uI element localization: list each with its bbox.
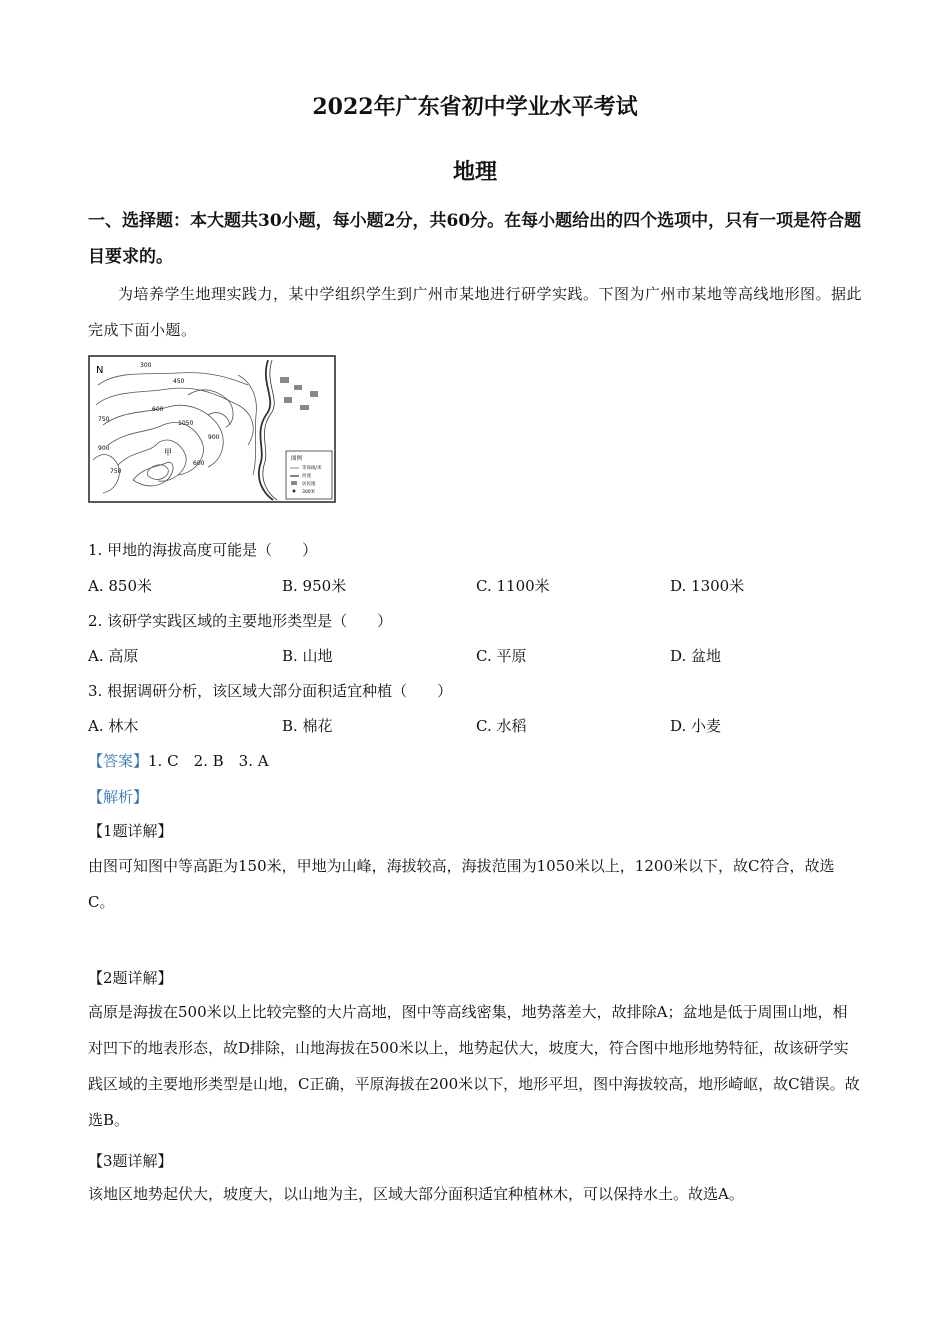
question-2-option-d: D. 盆地 [670,647,722,665]
intro-paragraph: 为培养学生地理实践力，某中学组织学生到广州市某地进行研学实践。下图为广州市某地等高线地形图。据此完成下面小题。 [88,285,863,339]
question-2-stem: 2. 该研学实践区域的主要地形类型是（ ） [88,612,393,630]
contour-map-figure [88,355,336,503]
question-2-option-c: C. 平原 [476,647,527,665]
north-arrow-label: N [96,365,104,376]
legend-title: 图例 [291,456,303,462]
legend-contour: 等高线/米 [302,466,322,471]
contour-label: 900 [208,434,220,441]
contour-label: 450 [173,378,185,385]
detail-3-title: 【3题详解】 [88,1152,173,1170]
answer-tag: 【答案】 [88,752,149,770]
question-1-option-c: C. 1100米 [476,577,550,595]
question-2-option-b: B. 山地 [282,647,333,665]
subject-title: 地理 [452,159,497,185]
contour-label: 600 [193,460,205,467]
contour-label: 900 [98,445,110,452]
answer-value: 1. C 2. B 3. A [148,752,269,770]
question-1-option-a: A. 850米 [88,577,152,595]
detail-2-title: 【2题详解】 [88,969,173,987]
contour-label: 750 [98,416,110,423]
section-heading: 一、选择题：本大题共30小题，每小题2分，共60分。在每小题给出的四个选项中，只有一项是符合题目要求的。 [88,211,862,267]
exam-title: 2022年广东省初中学业水平考试 [312,94,638,120]
legend-river: 河流 [302,474,311,479]
detail-2-text: 高原是海拔在500米以上比较完整的大片高地，图中等高线密集，地势落差大，故排除A；盆地是低于周围山地，相对凹下的地表形态，故D排除，山地海拔在500米以上，地势起伏大，坡度大，符合图中地形地势特征，故该研学实践区域的主要地形类型是山地，C正确，平原海拔在200米以下，地形平坦，图中海拔较高，地形崎岖，故C错误。故选B。 [88,1003,860,1129]
question-3-option-c: C. 水稻 [476,717,527,735]
contour-label: 750 [110,468,122,475]
legend-elevation: 300米 [302,490,316,495]
legend-settlement: 居民地 [302,482,316,487]
question-3-option-b: B. 棉花 [282,717,333,735]
question-3-stem: 3. 根据调研分析，该区域大部分面积适宜种植（ ） [88,682,453,700]
detail-1-title: 【1题详解】 [88,822,173,840]
contour-label: 1050 [178,420,194,427]
map-legend [286,451,332,499]
question-3-option-d: D. 小麦 [670,717,722,735]
contour-label: 600 [152,406,164,413]
contour-label: 300 [140,362,152,369]
question-1-option-b: B. 950米 [282,577,347,595]
question-2-option-a: A. 高原 [88,647,139,665]
question-3-option-a: A. 林木 [88,717,139,735]
analysis-tag: 【解析】 [88,788,149,806]
detail-3-text: 该地区地势起伏大，坡度大，以山地为主，区域大部分面积适宜种植林木，可以保持水土。故选A。 [88,1185,744,1203]
detail-1-text: 由图可知图中等高距为150米，甲地为山峰，海拔较高，海拔范围为1050米以上，1200米以下，故C符合，故选C。 [88,857,835,911]
point-jia-label: 甲 [164,448,172,457]
question-1-option-d: D. 1300米 [670,577,745,595]
answer-line [88,750,269,771]
question-1-stem: 1. 甲地的海拔高度可能是（ ） [88,541,318,559]
